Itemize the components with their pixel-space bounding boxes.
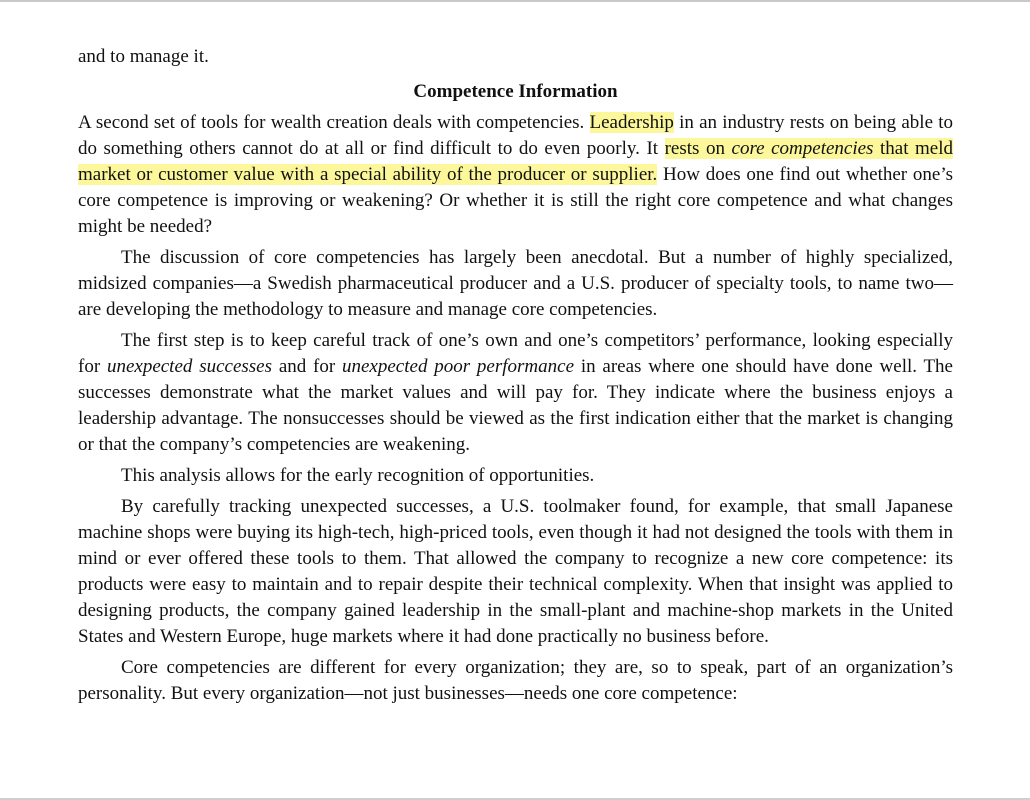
p3-text-2: and for: [272, 356, 342, 377]
opening-line: and to manage it.: [78, 46, 209, 67]
p1-highlight-text-a: rests on: [664, 138, 732, 159]
p3-text-3: in areas where one should have done well. The successes demonstrate what the market values and will pay for. They indicate where the business enjoys a leadership advantage. The nonsuccesses should be viewed as the first indication either that the market is changing or that the company’s competencies are weakening.: [78, 356, 953, 455]
section-heading: Competence Information: [413, 81, 618, 102]
paragraph-6: Core competencies are different for every organization; they are, so to speak, part of an organization’s personality. But every organization—not just businesses—needs one core competence:: [78, 657, 953, 704]
highlight-leadership[interactable]: Leadership: [589, 112, 674, 133]
paragraph-5: By carefully tracking unexpected successes, a U.S. toolmaker found, for example, that small Japanese machine shops were buying its high-tech, high-priced tools, even though it had not designed the tools with them in mind or ever offered these tools to them. That allowed the company to recognize a new core competence: its products were easy to maintain and to repair despite their technical complexity. When that insight was applied to designing products, the company gained leadership in the small-plant and machine-shop markets in the United States and Western Europe, huge markets where it had done practically no business before.: [78, 496, 953, 647]
p1-highlight-emphasis: core competencies: [731, 138, 874, 159]
paragraph-4: This analysis allows for the early recognition of opportunities.: [121, 465, 595, 486]
page-content: [78, 44, 953, 707]
paragraph-3: [78, 328, 953, 458]
p1-text-2: in an industry rests on being able to do something others cannot do at all or find difficult to do even poorly. It: [78, 112, 953, 159]
p1-text-3: How does one find out whether one’s core competence is improving or weakening? Or whether it is still the right core competence and what changes might be needed?: [78, 164, 953, 237]
p3-text-1: The first step is to keep careful track of one’s own and one’s competitors’ performance, looking especially for: [78, 330, 953, 377]
paragraph-2: The discussion of core competencies has largely been anecdotal. But a number of highly specialized, midsized companies—a Swedish pharmaceutical producer and a U.S. producer of specialty tools, to name two—are developing the methodology to measure and manage core competencies.: [78, 247, 953, 320]
p3-emphasis-1: unexpected successes: [106, 356, 273, 377]
p1-text-1: A second set of tools for wealth creation deals with competencies.: [78, 112, 590, 133]
p1-highlight-text-b: that meld market or customer value with a special ability of the producer or supplier.: [78, 138, 954, 185]
paragraph-1: [78, 110, 953, 240]
p3-emphasis-2: unexpected poor performance: [342, 356, 575, 377]
